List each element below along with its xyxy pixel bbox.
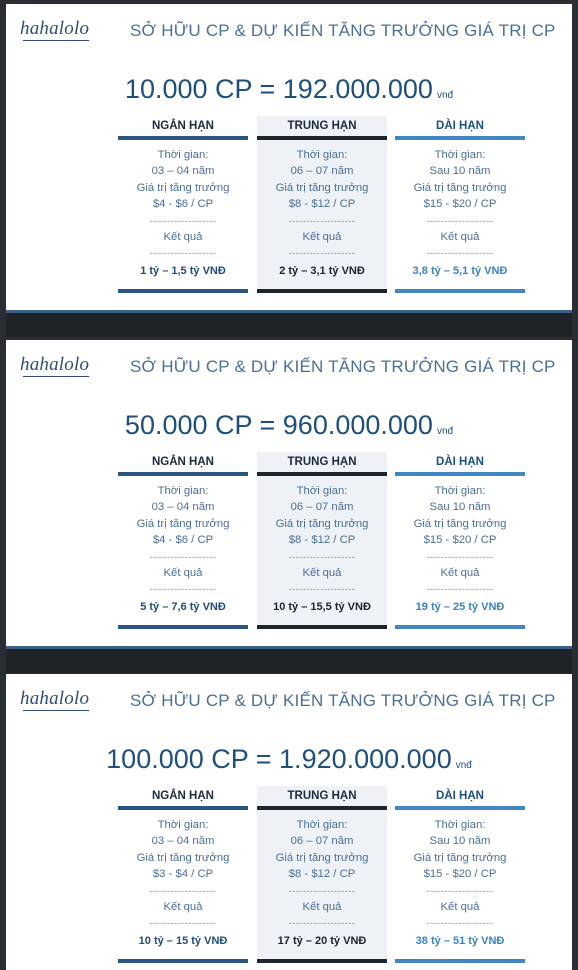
period-value: Sau 10 năm [429,165,491,178]
time-label: Thời gian: [434,485,486,497]
result-label: Kết quả [440,230,480,243]
divider: ------------------- [149,551,217,562]
divider: ------------------- [426,584,494,595]
column-bottom-bar [395,959,525,963]
card-title: SỞ HỮU CP & DỰ KIẾN TĂNG TRƯỞNG GIÁ TRỊ CP [130,21,556,40]
share-card-2 [6,340,572,646]
time-label: Thời gian: [296,149,348,161]
result-label: Kết quả [302,566,342,579]
time-label: Thời gian: [434,819,486,831]
time-label: Thời gian: [157,485,209,497]
growth-label: Giá trị tăng trưởng [275,851,369,864]
short-term-column [118,452,248,629]
period-value: 03 – 04 năm [151,835,215,848]
result-label: Kết quả [440,566,480,579]
growth-label: Giá trị tăng trưởng [136,181,230,194]
column-heading: TRUNG HẠN [287,120,357,132]
card-title: SỞ HỮU CP & DỰ KIẾN TĂNG TRƯỞNG GIÁ TRỊ CP [130,357,556,376]
divider: ------------------- [288,918,356,929]
period-value: 03 – 04 năm [151,165,215,178]
mid-term-column [257,452,387,629]
price-range: $15 - $20 / CP [423,868,497,881]
divider: ------------------- [288,551,356,562]
divider: ------------------- [426,918,494,929]
column-bottom-bar [395,289,525,293]
total-value: 10.000 CP = 192.000.000 vnđ [124,74,454,104]
result-label: Kết quả [163,566,203,579]
divider: ------------------- [426,885,494,896]
time-label: Thời gian: [157,149,209,161]
price-range: $8 - $12 / CP [288,534,356,547]
result-label: Kết quả [440,900,480,913]
total-value: 100.000 CP = 1.920.000.000 vnđ [106,744,472,774]
hahalolo-logo: hahalolo [20,688,90,709]
divider: ------------------- [426,215,494,226]
result-value: 1 tỷ – 1,5 tỷ VNĐ [140,265,226,278]
short-term-column [118,116,248,293]
period-value: 06 – 07 năm [290,835,354,848]
column-bottom-bar [257,625,387,629]
divider: ------------------- [149,918,217,929]
card-separator [6,646,572,673]
time-label: Thời gian: [296,819,348,831]
column-heading: TRUNG HẠN [287,456,357,468]
divider: ------------------- [426,551,494,562]
growth-label: Giá trị tăng trưởng [413,851,507,864]
price-range: $4 - $6 / CP [152,534,214,547]
result-value: 2 tỷ – 3,1 tỷ VNĐ [279,265,365,278]
time-label: Thời gian: [157,819,209,831]
column-heading: DÀI HẠN [436,456,484,468]
growth-label: Giá trị tăng trưởng [413,517,507,530]
hahalolo-logo: hahalolo [20,18,90,39]
column-bottom-bar [118,289,248,293]
price-range: $4 - $6 / CP [152,198,214,211]
column-heading: NGẮN HẠN [152,120,214,132]
short-term-column [118,786,248,963]
period-value: 03 – 04 năm [151,501,215,514]
card-title: SỞ HỮU CP & DỰ KIẾN TĂNG TRƯỞNG GIÁ TRỊ CP [130,691,556,710]
long-term-column [395,116,525,293]
result-value: 38 tỷ – 51 tỷ VNĐ [415,935,505,948]
column-bottom-bar [395,625,525,629]
long-term-column [395,452,525,629]
result-label: Kết quả [302,230,342,243]
period-value: 06 – 07 năm [290,165,354,178]
mid-term-column [257,786,387,963]
divider: ------------------- [288,584,356,595]
column-heading: NGẮN HẠN [152,456,214,468]
column-heading: NGẮN HẠN [152,790,214,802]
divider: ------------------- [288,215,356,226]
divider: ------------------- [288,248,356,259]
mid-term-column [257,116,387,293]
currency-unit: vnđ [436,90,454,101]
price-range: $8 - $12 / CP [288,198,356,211]
price-range: $15 - $20 / CP [423,534,497,547]
growth-label: Giá trị tăng trưởng [413,181,507,194]
price-range: $8 - $12 / CP [288,868,356,881]
result-value: 17 tỷ – 20 tỷ VNĐ [277,935,367,948]
time-label: Thời gian: [434,149,486,161]
time-label: Thời gian: [296,485,348,497]
card-separator [6,310,572,337]
result-value: 10 tỷ – 15,5 tỷ VNĐ [273,601,371,614]
result-value: 19 tỷ – 25 tỷ VNĐ [415,601,505,614]
growth-label: Giá trị tăng trưởng [275,181,369,194]
growth-label: Giá trị tăng trưởng [136,851,230,864]
divider: ------------------- [149,584,217,595]
currency-unit: vnđ [436,426,454,437]
price-range: $15 - $20 / CP [423,198,497,211]
column-heading: DÀI HẠN [436,120,484,132]
result-value: 5 tỷ – 7,6 tỷ VNĐ [140,601,226,614]
result-value: 3,8 tỷ – 5,1 tỷ VNĐ [412,265,508,278]
result-label: Kết quả [163,230,203,243]
divider: ------------------- [149,215,217,226]
share-card-3 [6,674,572,970]
growth-label: Giá trị tăng trưởng [136,517,230,530]
column-bottom-bar [257,289,387,293]
period-value: 06 – 07 năm [290,501,354,514]
share-card-1 [6,4,572,310]
divider: ------------------- [149,885,217,896]
long-term-column [395,786,525,963]
column-bottom-bar [118,625,248,629]
divider: ------------------- [288,885,356,896]
period-value: Sau 10 năm [429,835,491,848]
result-label: Kết quả [163,900,203,913]
total-value: 50.000 CP = 960.000.000 vnđ [124,410,454,440]
price-range: $3 - $4 / CP [152,868,214,881]
growth-label: Giá trị tăng trưởng [275,517,369,530]
divider: ------------------- [149,248,217,259]
result-value: 10 tỷ – 15 tỷ VNĐ [138,935,228,948]
column-heading: TRUNG HẠN [287,790,357,802]
hahalolo-logo: hahalolo [20,354,90,375]
result-label: Kết quả [302,900,342,913]
column-bottom-bar [257,959,387,963]
column-bottom-bar [118,959,248,963]
divider: ------------------- [426,248,494,259]
period-value: Sau 10 năm [429,501,491,514]
column-heading: DÀI HẠN [436,790,484,802]
currency-unit: vnđ [455,760,472,771]
